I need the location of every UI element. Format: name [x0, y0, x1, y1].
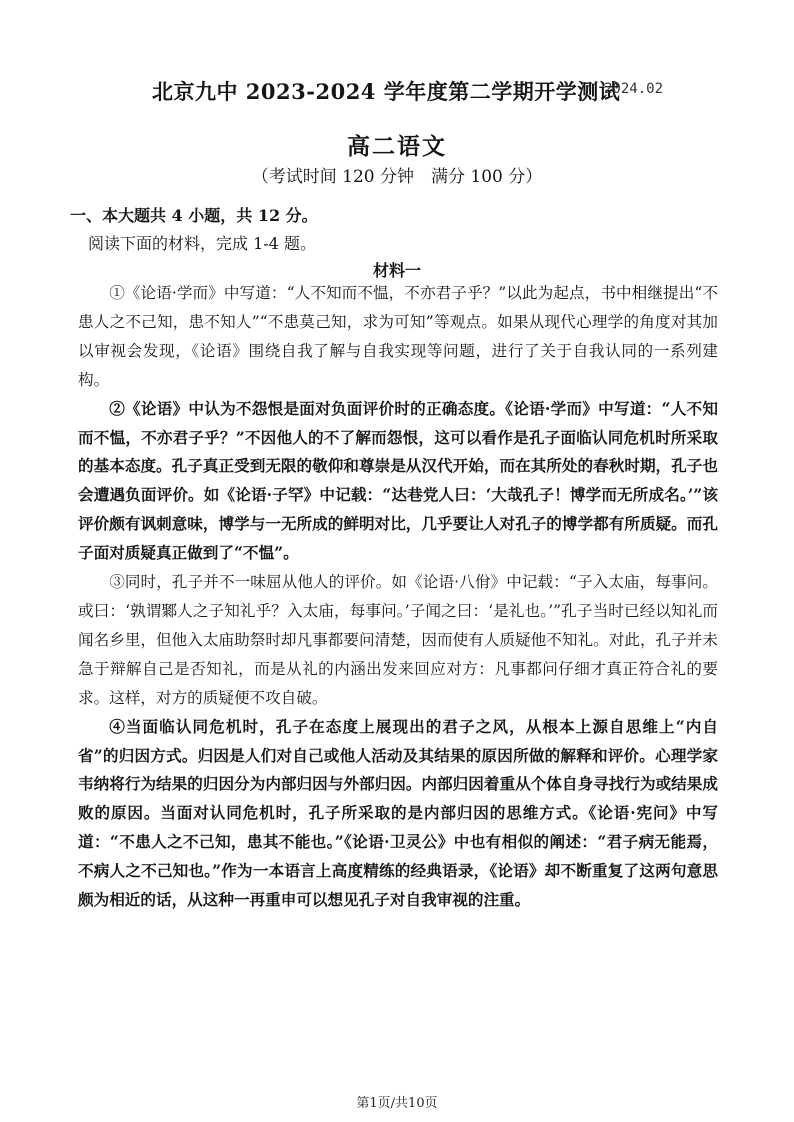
- material-body: [78, 279, 718, 915]
- section-heading: 一、本大题共 4 小题，共 12 分。: [70, 206, 318, 225]
- material-title: 材料一: [372, 261, 421, 280]
- exam-info: （考试时间 120 分钟 满分 100 分）: [251, 167, 543, 187]
- exam-title: 北京九中 2023-2024 学年度第二学期开学测试: [152, 79, 621, 104]
- paragraph-2: ②《论语》中认为不怨恨是面对负面评价时的正确态度。《论语·学而》中写道：“人不知而不愠，不亦君子乎？”不因他人的不了解而怨恨，这可以看作是孔子面临认同危机时所采取的基本态度。孔子真正受到无限的敬仰和尊崇是从汉代开始，而在其所处的春秋时期，孔子也会遭遇负面评价。如《论语·子罕》中记载：“达巷党人曰：‘大哉孔子！博学而无所成名。’”该评价颇有讽刺意味，博学与一无所成的鲜明对比，几乎要让人对孔子的博学都有所质疑。而孔子面对质疑真正做到了“不愠”。: [78, 398, 718, 563]
- page-indicator: 第1页/共10页: [356, 1096, 438, 1111]
- section-instruction: 阅读下面的材料，完成 1-4 题。: [88, 234, 316, 253]
- paragraph-4: ④当面临认同危机时，孔子在态度上展现出的君子之风，从根本上源自思维上“内自省”的归因方式。归因是人们对自己或他人活动及其结果的原因所做的解释和评价。心理学家韦纳将行为结果的归因分为内部归因与外部归因。内部归因着重从个体自身寻找行为或结果成败的原因。当面对认同危机时，孔子所采取的是内部归因的思维方式。《论语·宪问》中写道：“不患人之不己知，患其不能也。”《论语·卫灵公》中也有相似的阐述：“君子病无能焉，不病人之不己知也。”作为一本语言上高度精练的经典语录，《论语》却不断重复了这两句意思颇为相近的话，从这种一再重申可以想见孔子对自我审视的注重。: [78, 716, 718, 910]
- paragraph-3: ③同时，孔子并不一味屈从他人的评价。如《论语·八佾》中记载：“子入太庙，每事问。或曰：‘孰谓鄹人之子知礼乎？入太庙，每事问。’子闻之曰：‘是礼也。’”孔子当时已经以知礼而闻名乡里，但他入太庙助祭时却凡事都要问清楚，因而使有人质疑他不知礼。对此，孔子并未急于辩解自己是否知礼，而是从礼的内涵出发来回应对方：凡事都问仔细才真正符合礼的要求。这样，对方的质疑便不攻自破。: [78, 573, 718, 707]
- exam-header: [0, 76, 794, 104]
- paragraph-1: ①《论语·学而》中写道：“人不知而不愠，不亦君子乎？”以此为起点，书中相继提出“不患人之不己知，患不知人”“不患莫己知，求为可知”等观点。如果从现代心理学的角度对其加以审视会发现，《论语》围绕自我了解与自我实现等问题，进行了关于自我认同的一系列建构。: [78, 284, 718, 389]
- subject-title: 高二语文: [347, 133, 447, 160]
- exam-date: 2024.02: [604, 81, 664, 97]
